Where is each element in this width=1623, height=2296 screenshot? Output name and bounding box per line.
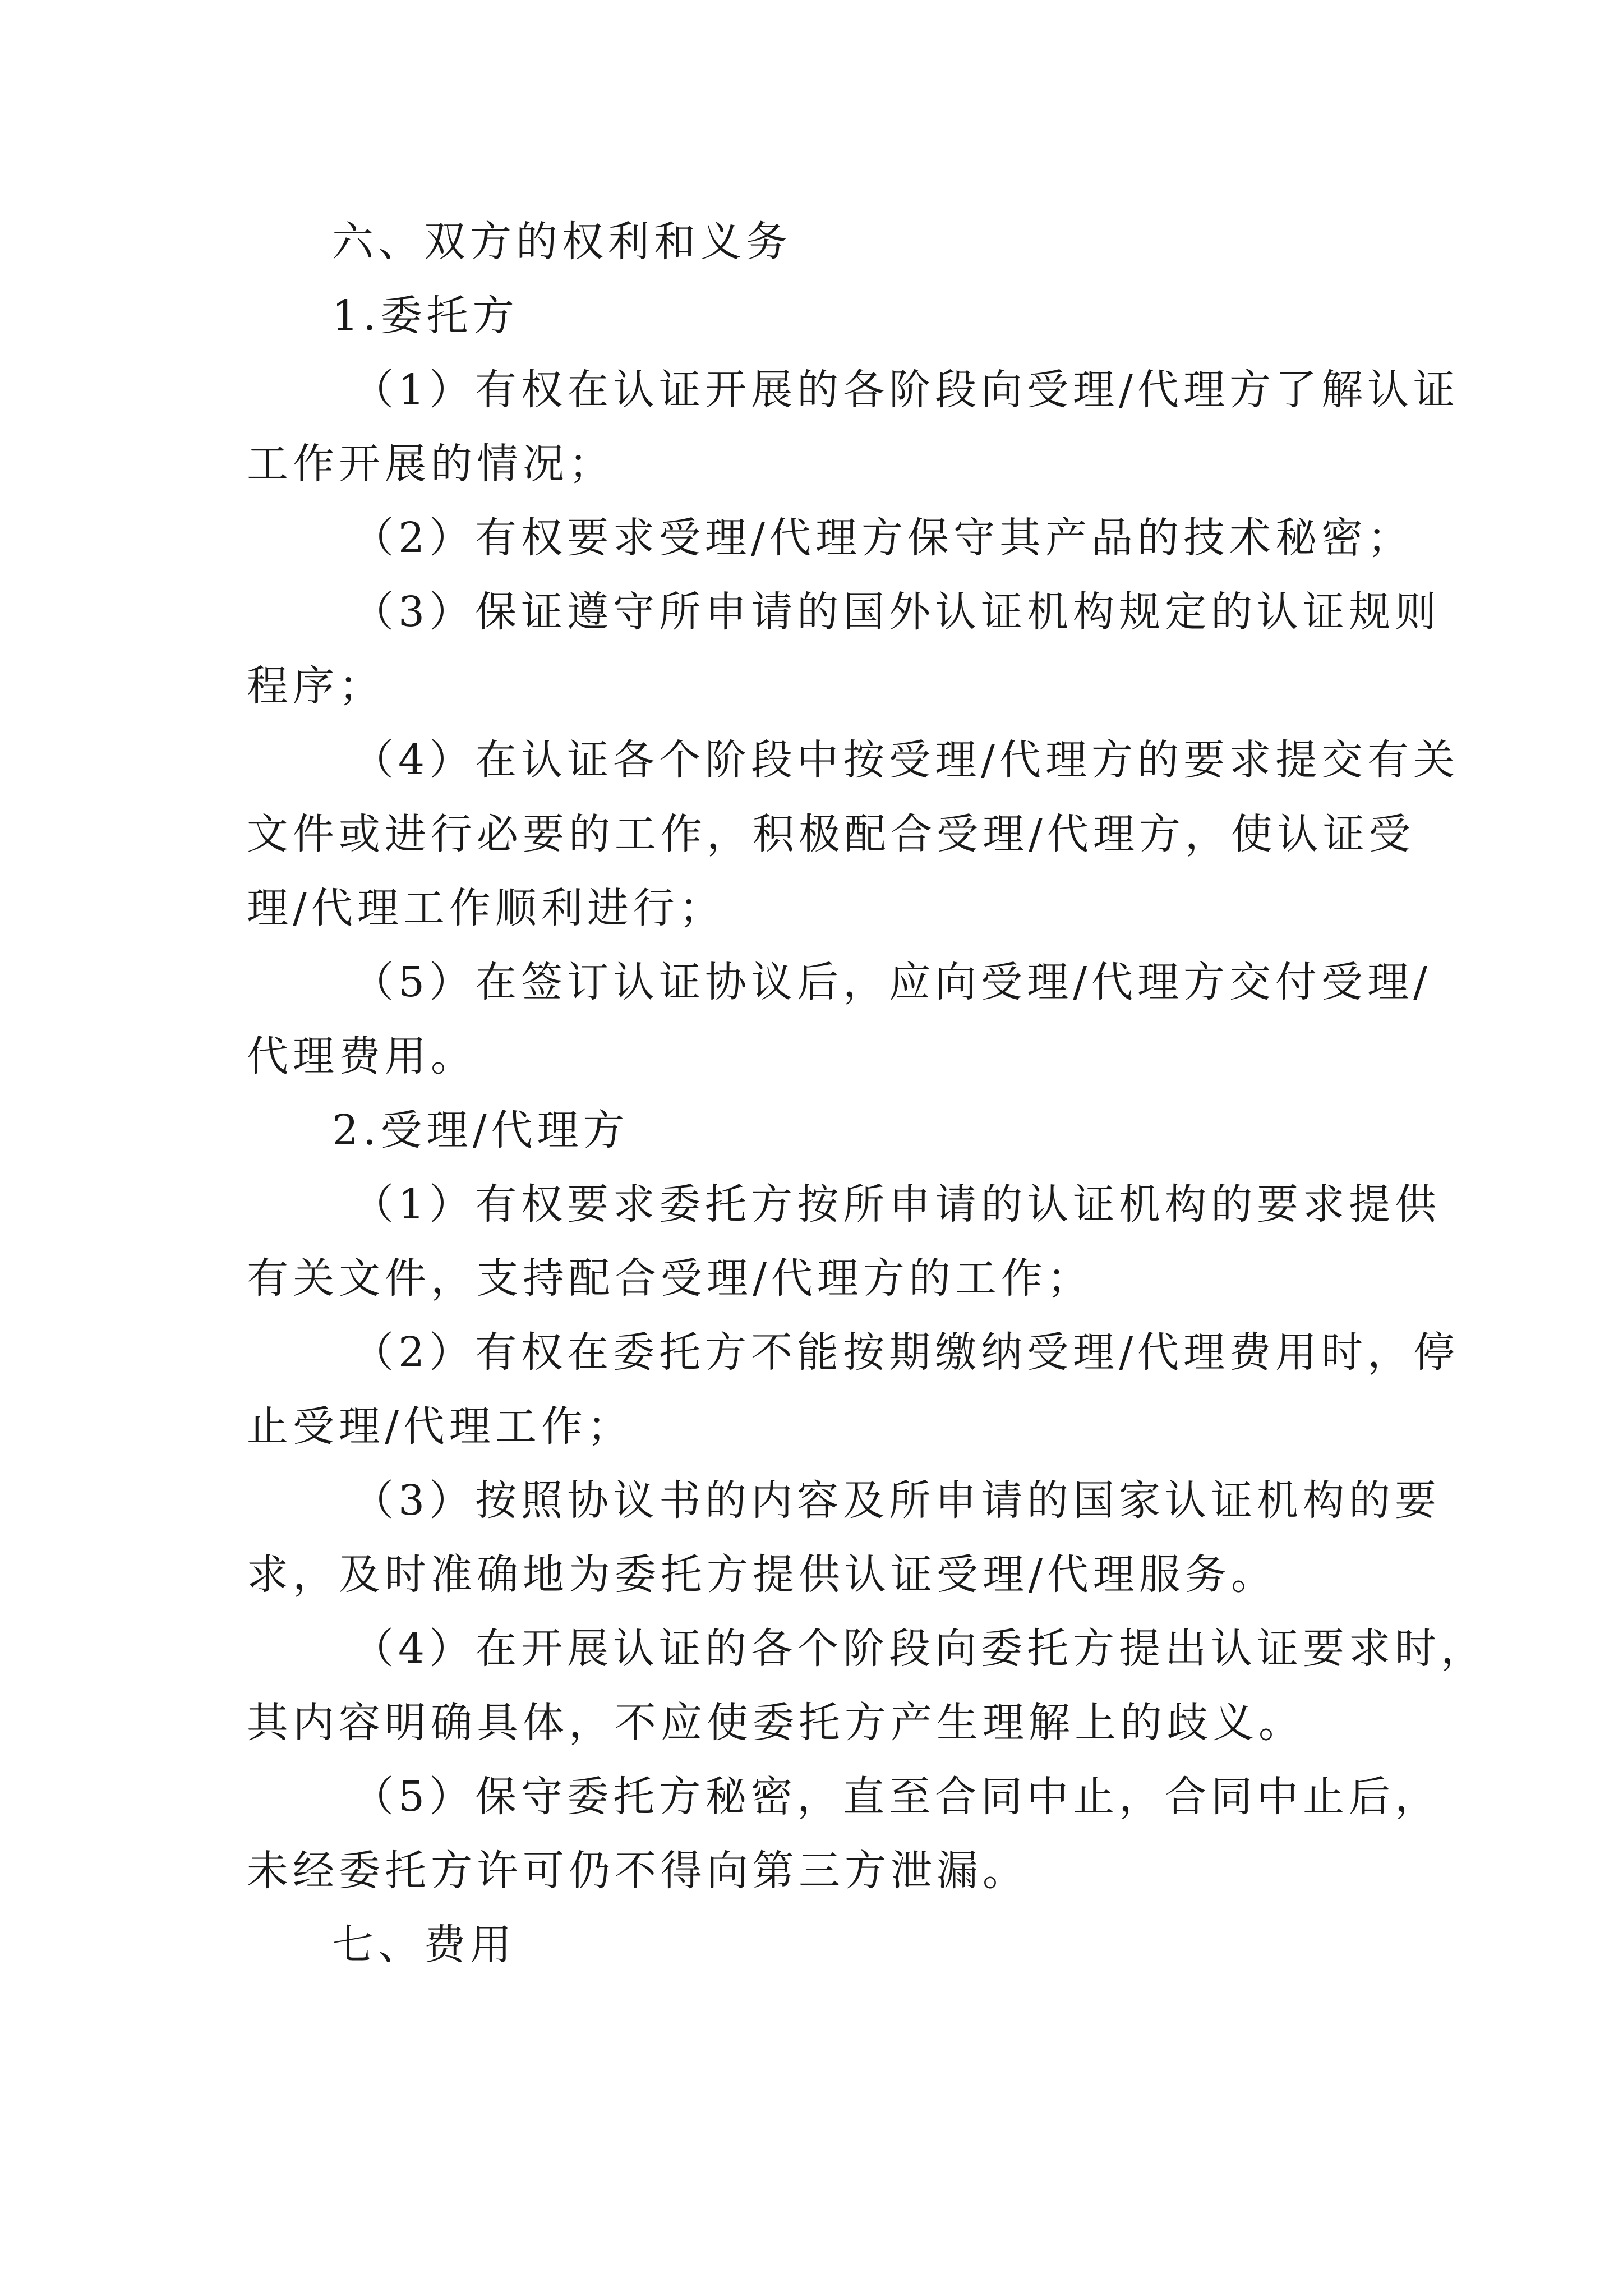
client-item-4-line-1: （4）在认证各个阶段中按受理/代理方的要求提交有关 bbox=[352, 736, 1460, 784]
client-item-3-line-2: 程序； bbox=[247, 662, 385, 710]
agent-item-4-line-2: 其内容明确具体，不应使委托方产生理解上的歧义。 bbox=[247, 1699, 1304, 1747]
agent-item-1-line-2: 有关文件，支持配合受理/代理方的工作； bbox=[247, 1254, 1093, 1303]
agent-item-2-line-1: （2）有权在委托方不能按期缴纳受理/代理费用时，停 bbox=[352, 1328, 1460, 1377]
agent-item-2-line-2: 止受理/代理工作； bbox=[247, 1402, 633, 1451]
client-item-4-line-2: 文件或进行必要的工作，积极配合受理/代理方，使认证受 bbox=[247, 810, 1415, 858]
subsection-heading-client: 1.委托方 bbox=[332, 292, 519, 340]
agent-item-4-line-1: （4）在开展认证的各个阶段向委托方提出认证要求时， bbox=[352, 1625, 1487, 1673]
client-item-1-line-2: 工作开展的情况； bbox=[247, 440, 615, 488]
client-item-3-line-1: （3）保证遵守所申请的国外认证机构规定的认证规则 bbox=[352, 588, 1441, 636]
agent-item-3-line-1: （3）按照协议书的内容及所申请的国家认证机构的要 bbox=[352, 1476, 1441, 1525]
agent-item-1-line-1: （1）有权要求委托方按所申请的认证机构的要求提供 bbox=[352, 1180, 1441, 1228]
client-item-2-line-1: （2）有权要求受理/代理方保守其产品的技术秘密； bbox=[352, 514, 1414, 562]
client-item-4-line-3: 理/代理工作顺利进行； bbox=[247, 884, 725, 932]
agent-item-3-line-2: 求，及时准确地为委托方提供认证受理/代理服务。 bbox=[247, 1550, 1277, 1599]
client-item-5-line-1: （5）在签订认证协议后，应向受理/代理方交付受理/ bbox=[352, 958, 1432, 1006]
agent-item-5-line-2: 未经委托方许可仍不得向第三方泄漏。 bbox=[247, 1847, 1029, 1895]
section-heading-rights-obligations: 六、双方的权利和义务 bbox=[332, 218, 792, 266]
agent-item-5-line-1: （5）保守委托方秘密，直至合同中止，合同中止后， bbox=[352, 1773, 1441, 1821]
section-heading-fees: 七、费用 bbox=[332, 1921, 516, 1969]
subsection-heading-agent: 2.受理/代理方 bbox=[332, 1106, 629, 1154]
client-item-1-line-1: （1）有权在认证开展的各阶段向受理/代理方了解认证 bbox=[352, 366, 1460, 414]
client-item-5-line-2: 代理费用。 bbox=[247, 1032, 477, 1080]
